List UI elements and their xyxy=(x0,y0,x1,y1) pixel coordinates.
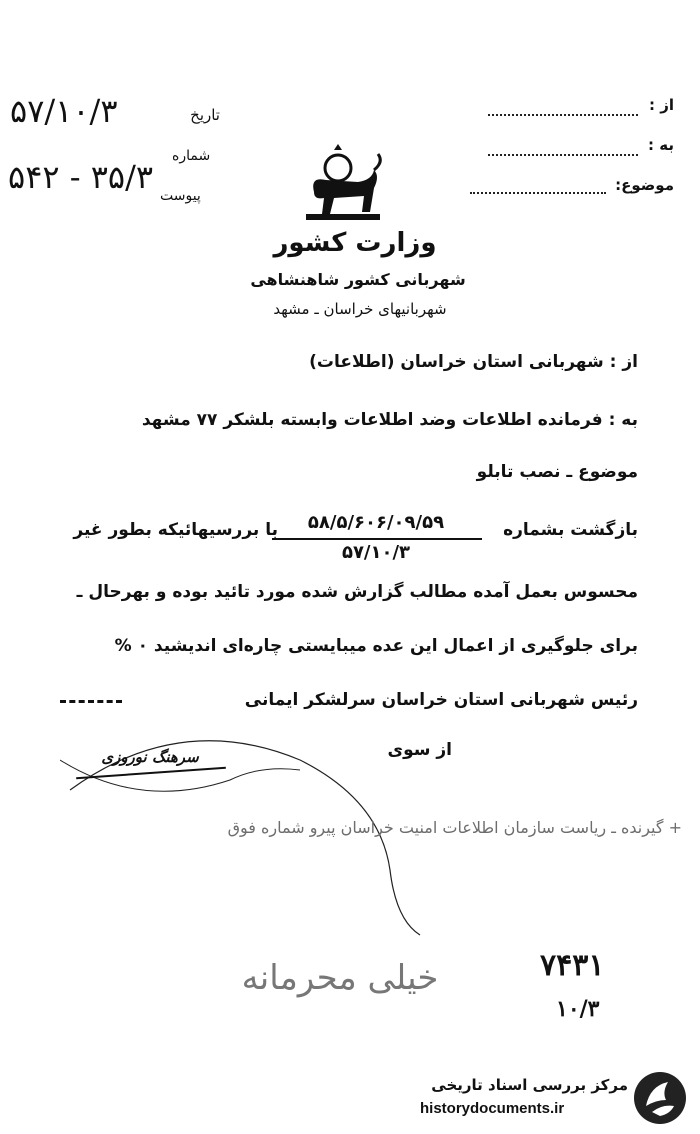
number-value: ۵۴۲ - ۳۵/۳ xyxy=(8,158,154,196)
header-from-label: از : xyxy=(649,96,674,114)
date-field xyxy=(10,92,220,142)
letter-to-line: به : فرمانده اطلاعات وضد اطلاعات وابسته بلشکر ۷۷ مشهد xyxy=(141,410,638,430)
letter-body-line-2: برای جلوگیری از اعمال این عده میبایستی چاره‌ای اندیشید ۰ % xyxy=(114,636,638,656)
letter-signatory-line: رئیس شهربانی استان خراسان سرلشکر ایمانی xyxy=(244,690,638,710)
lion-sun-emblem-icon xyxy=(300,142,386,224)
recipient-line: + گیرنده ـ ریاست سازمان اطلاعات امنیت خراسان پیرو شماره فوق xyxy=(227,818,682,837)
archive-name: مرکز بررسی اسناد تاریخی xyxy=(431,1076,628,1094)
ministry-title: وزارت کشور xyxy=(273,228,437,258)
reference-fraction-rule xyxy=(272,538,482,540)
header-to-label: به : xyxy=(648,136,674,154)
police-khorasan-title: شهربانیهای خراسان ـ مشهد xyxy=(273,300,447,318)
letter-from-line: از : شهربانی استان خراسان (اطلاعات) xyxy=(309,352,638,372)
confidential-stamp: خیلی محرمانه xyxy=(241,958,439,998)
header-to-dots xyxy=(488,154,638,156)
police-national-title: شهربانی کشور شاهنشاهی xyxy=(250,270,466,289)
reference-prefix: بازگشت بشماره xyxy=(503,520,638,540)
reference-date: ۵۷/۱۰/۳ xyxy=(341,542,411,563)
header-subject-dots xyxy=(470,192,606,194)
attachment-label: پیوست xyxy=(160,188,201,204)
handwritten-date: ۱۰/۳ xyxy=(556,996,600,1022)
letter-subject-line: موضوع ـ نصب تابلو xyxy=(476,462,638,482)
reference-suffix: با بررسیهائیکه بطور غیر xyxy=(73,520,278,540)
reference-number: ۵۸/۵/۶۰۶/۰۹/۵۹ xyxy=(307,512,445,533)
letter-body-line-1: محسوس بعمل آمده مطالب گزارش شده مورد تائید بوده و بهرحال ـ xyxy=(76,582,638,602)
date-value: ۵۷/۱۰/۳ xyxy=(10,92,118,130)
date-label: تاریخ xyxy=(190,106,220,124)
header-from-dots xyxy=(488,114,638,116)
handwritten-number: ۷۴۳۱ xyxy=(540,948,605,983)
signatory-dash-line xyxy=(60,700,122,703)
number-label: شماره xyxy=(172,148,211,164)
archive-logo-icon xyxy=(632,1070,688,1126)
signature: سرهنگ نوروزی xyxy=(101,748,199,766)
archive-website-link[interactable]: historydocuments.ir xyxy=(420,1100,565,1117)
letter-on-behalf-line: از سوی xyxy=(387,740,452,760)
header-subject-label: موضوع: xyxy=(615,176,674,194)
